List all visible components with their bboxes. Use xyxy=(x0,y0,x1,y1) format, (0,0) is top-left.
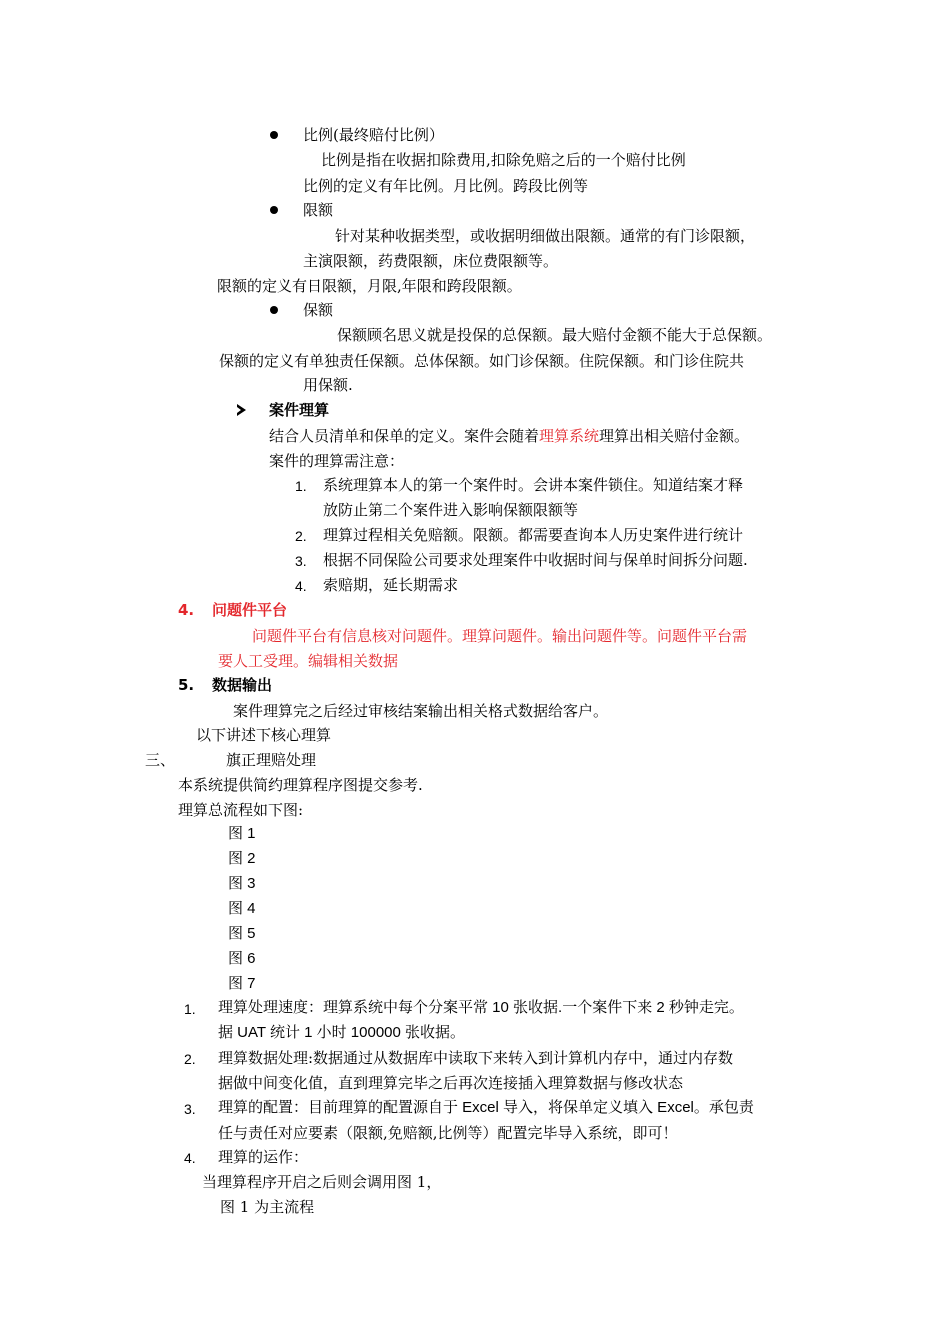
figure-label: 图 4 xyxy=(228,900,256,917)
case-item-number: 2. xyxy=(295,528,307,544)
closing-line-1: 当理算程序开启之后则会调用图 1， xyxy=(202,1173,442,1191)
output-desc-1: 案件理算完之后经过审核结案输出相关格式数据给客户。 xyxy=(233,702,609,720)
case-desc-1-pre: 结合人员清单和保单的定义。案件会随着 xyxy=(269,427,540,445)
insured-desc-3: 用保额. xyxy=(303,376,353,394)
problem-desc-1: 问题件平台有信息核对问题件。理算问题件。输出问题件等。问题件平台需 xyxy=(252,627,748,645)
point-2-line-2: 据做中间变化值，直到理算完毕之后再次连接插入理算数据与修改状态 xyxy=(218,1074,684,1092)
case-item-1-line-1: 系统理算本人的第一个案件时。会讲本案件锁住。知道结案才释 xyxy=(323,476,744,494)
figure-label: 图 3 xyxy=(228,875,256,892)
arrow-bullet-icon xyxy=(237,404,246,416)
case-desc-1-post: 理算出相关赔付金额。 xyxy=(599,427,750,445)
insured-desc-2: 保额的定义有单独责任保额。总体保额。如门诊保额。住院保额。和门诊住院共 xyxy=(219,352,745,370)
figure-label: 图 5 xyxy=(228,925,256,942)
case-desc-1-red: 理算系统 xyxy=(539,427,600,445)
output-number: 5. xyxy=(178,676,195,694)
problem-number: 4. xyxy=(178,601,195,619)
closing-line-2: 图 1 为主流程 xyxy=(220,1198,315,1216)
section-3-desc-2: 理算总流程如下图: xyxy=(178,801,304,819)
point-4-line-1: 理算的运作： xyxy=(218,1148,309,1166)
point-number: 4. xyxy=(184,1150,196,1166)
limit-desc-1: 针对某种收据类型，或收据明细做出限额。通常的有门诊限额， xyxy=(335,227,756,245)
case-desc-2: 案件的理算需注意： xyxy=(269,452,405,470)
point-3-line-2: 任与责任对应要素（限额,免赔额,比例等）配置完毕导入系统，即可！ xyxy=(218,1124,678,1142)
case-desc-1 xyxy=(269,426,749,446)
section-3-heading: 旗正理赔处理 xyxy=(226,751,317,769)
ratio-desc-2: 比例的定义有年比例。月比例。跨段比例等 xyxy=(303,177,589,195)
point-number: 1. xyxy=(184,1001,196,1017)
output-heading: 数据输出 xyxy=(212,676,273,694)
case-item-3-line-1: 根据不同保险公司要求处理案件中收据时间与保单时间拆分问题. xyxy=(323,551,748,569)
case-item-number: 1. xyxy=(295,478,307,494)
point-3-line-1: 理算的配置：目前理算的配置源自于 Excel 导入，将保单定义填入 Excel。承包责 xyxy=(218,1099,754,1116)
intro-core: 以下讲述下核心理算 xyxy=(196,726,332,744)
insured-heading: 保额 xyxy=(303,301,334,319)
bullet-dot-icon xyxy=(270,206,278,214)
figure-label: 图 2 xyxy=(228,850,256,867)
case-item-number: 3. xyxy=(295,553,307,569)
case-item-number: 4. xyxy=(295,578,307,594)
case-item-1-line-2: 放防止第二个案件进入影响保额限额等 xyxy=(323,501,579,519)
case-heading: 案件理算 xyxy=(269,401,330,419)
point-2-line-1: 理算数据处理:数据通过从数据库中读取下来转入到计算机内存中，通过内存数 xyxy=(218,1049,734,1067)
point-1-line-1: 理算处理速度：理算系统中每个分案平常 10 张收据.一个案件下来 2 秒钟走完。 xyxy=(218,999,744,1016)
ratio-heading: 比例(最终赔付比例） xyxy=(303,126,444,144)
insured-desc-1: 保额顾名思义就是投保的总保额。最大赔付金额不能大于总保额。 xyxy=(337,326,773,344)
figure-label: 图 6 xyxy=(228,950,256,967)
figure-label: 图 1 xyxy=(228,825,256,842)
point-number: 3. xyxy=(184,1101,196,1117)
problem-heading: 问题件平台 xyxy=(212,601,288,619)
figure-label: 图 7 xyxy=(228,975,256,992)
problem-desc-2: 要人工受理。编辑相关数据 xyxy=(218,652,399,670)
limit-desc-2: 主演限额，药费限额，床位费限额等。 xyxy=(303,252,559,270)
point-number: 2. xyxy=(184,1051,196,1067)
section-3-desc-1: 本系统提供简约理算程序图提交参考. xyxy=(178,776,423,794)
bullet-dot-icon xyxy=(270,131,278,139)
ratio-desc-1: 比例是指在收据扣除费用,扣除免赔之后的一个赔付比例 xyxy=(321,151,686,169)
case-item-2-line-1: 理算过程相关免赔额。限额。都需要查询本人历史案件进行统计 xyxy=(323,526,744,544)
point-1-line-2: 据 UAT 统计 1 小时 100000 张收据。 xyxy=(218,1024,466,1041)
case-item-4-line-1: 索赔期，延长期需求 xyxy=(323,576,459,594)
section-3-number: 三、 xyxy=(145,751,176,769)
bullet-dot-icon xyxy=(270,306,278,314)
limit-heading: 限额 xyxy=(303,201,334,219)
limit-desc-3: 限额的定义有日限额，月限,年限和跨段限额。 xyxy=(217,277,522,295)
